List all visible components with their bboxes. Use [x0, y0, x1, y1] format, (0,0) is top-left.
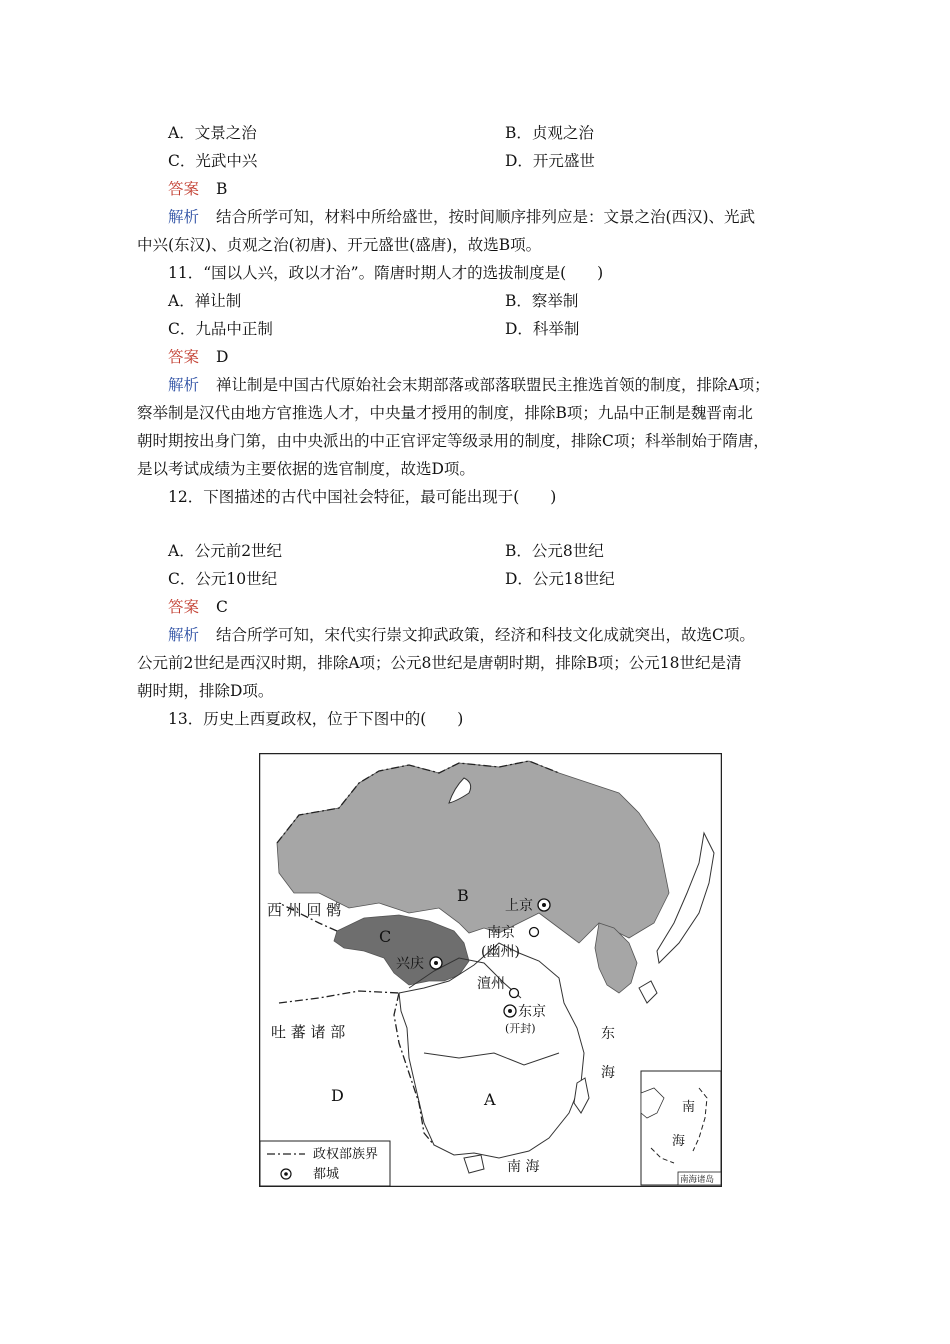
map-label-shangjing: 上京 — [505, 898, 533, 914]
q11-stem: 11．“国以人兴，政以才治”。隋唐时期人才的选拔制度是( ) — [168, 264, 604, 282]
q11-option-d: D．科举制 — [505, 320, 580, 338]
map-label-b: B — [457, 886, 469, 905]
map-label-nanjing: 南京 — [487, 925, 515, 941]
q11-option-b: B．察举制 — [505, 292, 579, 310]
q11-answer — [168, 347, 228, 367]
inset-caption: 南海诸岛 — [680, 1175, 715, 1185]
q10-option-b: B．贞观之治 — [505, 124, 594, 142]
q10-analysis-label: 解析 — [168, 208, 200, 226]
map-label-dongjing: 东京 — [518, 1004, 546, 1020]
q12-analysis-label: 解析 — [168, 626, 200, 644]
q12-answer-value: C — [215, 598, 228, 616]
inset-label-hai: 海 — [672, 1134, 686, 1149]
map-label-east-sea-1: 东 — [601, 1026, 615, 1042]
q12-analysis-line3: 朝时期，排除D项。 — [137, 682, 274, 700]
q11-option-a: A．禅让制 — [168, 292, 242, 310]
map-label-a: A — [484, 1090, 496, 1109]
q11-analysis-line3: 朝时期按出身门第，由中央派出的中正官评定等级录用的制度，排除C项；科举制始于隋唐， — [137, 432, 769, 450]
q10-analysis-line1 — [168, 207, 755, 227]
q12-option-c: C．公元10世纪 — [168, 570, 278, 588]
capital-shangjing-icon — [538, 899, 550, 911]
city-nanjing-icon — [530, 928, 539, 937]
q10-option-c: C．光武中兴 — [168, 152, 258, 170]
q12-analysis-text1: 结合所学可知，宋代实行崇文抑武政策，经济和科技文化成就突出，故选C项。 — [215, 626, 755, 644]
map-label-youzhou: (幽州) — [481, 944, 520, 960]
map-label-kaifeng: (开封) — [505, 1022, 536, 1035]
capital-dongjing-icon — [504, 1005, 516, 1017]
q11-analysis-line2: 察举制是汉代由地方官推选人才，中央量才授用的制度，排除B项；九品中正制是魏晋南北 — [137, 404, 753, 422]
city-chanzhou-icon — [510, 989, 519, 998]
q11-answer-value: D — [215, 348, 229, 366]
q11-option-c: C．九品中正制 — [168, 320, 273, 338]
q10-answer-value: B — [215, 180, 228, 198]
map-label-chanzhou: 澶州 — [477, 976, 505, 992]
map-label-xizhou-huihu: 西 州 回 鹘 — [267, 901, 342, 919]
q12-answer — [168, 597, 228, 617]
legend-capital-label: 都城 — [313, 1167, 340, 1182]
q13-stem: 13．历史上西夏政权，位于下图中的( ) — [168, 710, 464, 728]
map-svg — [259, 753, 722, 1187]
q12-option-b: B．公元8世纪 — [505, 542, 604, 560]
q10-analysis-line2: 中兴(东汉)、贞观之治(初唐)、开元盛世(盛唐)，故选B项。 — [137, 236, 542, 254]
q10-answer — [168, 179, 227, 199]
map-label-c: C — [379, 927, 392, 946]
q12-option-a: A．公元前2世纪 — [168, 542, 283, 560]
map-label-south-sea: 南 海 — [507, 1159, 540, 1175]
q12-answer-label: 答案 — [168, 598, 200, 616]
q10-analysis-text1: 结合所学可知，材料中所给盛世，按时间顺序排列应是：文景之治(西汉)、光武 — [215, 208, 756, 226]
legend-border-label: 政权部族界 — [313, 1147, 379, 1162]
song-dynasty-map — [259, 753, 722, 1187]
q10-answer-label: 答案 — [168, 180, 200, 198]
q11-analysis-label: 解析 — [168, 376, 200, 394]
q12-analysis-line2: 公元前2世纪是西汉时期，排除A项；公元8世纪是唐朝时期，排除B项；公元18世纪是清 — [137, 654, 742, 672]
map-label-d: D — [331, 1086, 344, 1105]
map-label-xingqing: 兴庆 — [396, 956, 424, 972]
q11-analysis-line1 — [168, 375, 770, 395]
legend-capital-icon — [281, 1169, 291, 1179]
q12-option-d: D．公元18世纪 — [505, 570, 615, 588]
inset-south-sea-islands — [641, 1071, 721, 1185]
q11-analysis-line4: 是以考试成绩为主要依据的选官制度，故选D项。 — [137, 460, 475, 478]
q11-analysis-text1: 禅让制是中国古代原始社会末期部落或部落联盟民主推选首领的制度，排除A项； — [215, 376, 770, 394]
q12-stem: 12．下图描述的古代中国社会特征，最可能出现于( ) — [168, 488, 557, 506]
map-label-tubo: 吐 蕃 诸 部 — [271, 1023, 346, 1041]
map-label-east-sea-2: 海 — [601, 1065, 615, 1081]
map-legend — [260, 1141, 390, 1186]
inset-label-nan: 南 — [682, 1100, 696, 1115]
q11-answer-label: 答案 — [168, 348, 200, 366]
q10-option-d: D．开元盛世 — [505, 152, 595, 170]
q10-option-a: A．文景之治 — [168, 124, 257, 142]
q12-analysis-line1 — [168, 625, 755, 645]
capital-xingqing-icon — [430, 957, 442, 969]
